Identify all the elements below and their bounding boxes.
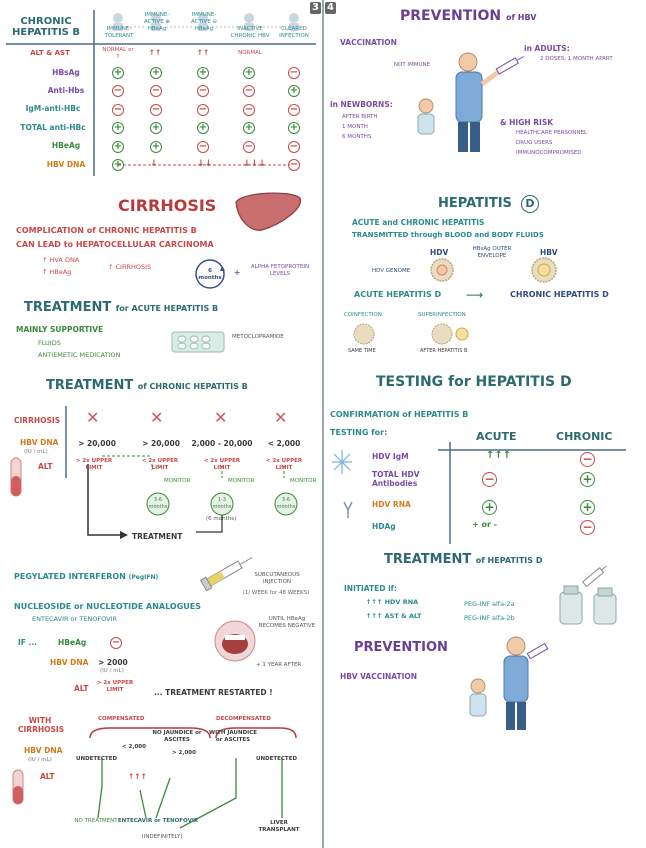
high-risk: & HIGH RISK: [500, 118, 554, 127]
phase-immune-active-pos: IMMUNE-ACTIVE ⊕ HBeAg: [143, 12, 171, 32]
serology-cell-5-2: −: [198, 141, 208, 152]
superinfection: SUPERINFECTION: [418, 312, 466, 318]
cirrhosis-sub-hbeag: ↑ HBeAg: [42, 268, 72, 276]
indefinitely: (INDEFINITELY): [141, 834, 183, 840]
treatment-acute-heading: TREATMENT: [24, 300, 112, 315]
nuc-analogues: NUCLEOSIDE or NUCLEOTIDE ANALOGUES: [14, 602, 202, 611]
testing-for: TESTING for:: [330, 428, 388, 437]
drug-peg-2a: PEG-INF alfa-2a: [464, 600, 515, 608]
row-label-total-anti-hbc: TOTAL anti-HBc: [20, 123, 86, 132]
serology-cell-5-0: +: [113, 141, 123, 152]
phase-cleared: CLEARED INFECTION: [279, 26, 309, 39]
serology-cell-1-3: +: [244, 67, 254, 78]
dna-val-1: > 20,000: [78, 439, 116, 448]
cell-alt-2: ↑↑: [196, 48, 210, 57]
if-alt: ALT: [74, 684, 89, 693]
label-hbv-dna: HBV DNA: [20, 438, 59, 447]
cirrhosis-arrow-text: ↑ CIRRHOSIS: [108, 263, 152, 271]
until-hbeag-negative: UNTIL HBeAg BECOMES NEGATIVE: [258, 616, 316, 629]
cell-alt-3: NORMAL: [238, 50, 262, 56]
monitor-time-3: 3-6 months: [276, 497, 296, 510]
cirrhosis-bullet-2: CAN LEAD to HEPATOCELLULAR CARCINOMA: [16, 240, 214, 249]
serology-cell-4-0: +: [113, 122, 123, 133]
confirmation-hep-b: CONFIRMATION of HEPATITIS B: [330, 410, 469, 419]
serology-cell-2-0: −: [113, 85, 123, 96]
serology-cell-2-1: −: [151, 85, 161, 96]
same-time: SAME TIME: [348, 348, 376, 354]
chronic-hep-d: CHRONIC HEPATITIS D: [510, 290, 609, 299]
drug-peg-2b: PEG-INF alfa-2b: [464, 614, 515, 622]
row-label-anti-hbs: Anti-Hbs: [47, 86, 85, 95]
alt-val-4: < 2x UPPER LIMIT: [265, 458, 303, 471]
serology-cell-5-3: −: [244, 141, 254, 152]
x-mark-2: ✕: [150, 408, 164, 427]
acute-hep-d: ACUTE HEPATITIS D: [354, 290, 442, 299]
wc-dna-lt-2000: < 2,000: [122, 744, 146, 750]
virus-particles: [426, 256, 576, 286]
peg-interferon-text: PEGYLATED INTERFERON: [14, 572, 126, 581]
serology-cell-6-0: +: [113, 159, 123, 170]
test-chronic-1: +: [580, 472, 595, 487]
test-acute-1: −: [482, 472, 497, 487]
label-cirrhosis: CIRRHOSIS: [14, 416, 61, 425]
dna-val-4: < 2,000: [267, 439, 301, 448]
phase-inactive-chronic: INACTIVE CHRONIC HBV: [230, 26, 270, 39]
with-cirrhosis-label: WITH CIRRHOSIS: [18, 716, 65, 734]
metoclopramide-label: METOCLOPRAMIDE: [232, 334, 284, 340]
vaccination-illustration: [462, 632, 552, 732]
six-months-note: (6 months): [206, 516, 237, 522]
phase-immune-active-neg: IMMUNE-ACTIVE ⊖ HBeAg: [190, 12, 218, 32]
not-immune: NOT IMMUNE: [393, 62, 431, 68]
treatment-d-heading: TREATMENT: [384, 552, 472, 567]
col-chronic: CHRONIC: [556, 430, 613, 443]
hdv-genome: HDV GENOME: [372, 268, 411, 274]
test-acute-3: + or -: [472, 520, 498, 529]
serology-cell-6-1: ↓: [150, 159, 158, 169]
label-alt: ALT: [38, 462, 53, 471]
wc-dna-gt-2000: > 2,000: [172, 750, 196, 756]
chronic-hbv-title: CHRONIC HEPATITIS B: [12, 16, 80, 38]
peg-interferon: [14, 572, 158, 581]
monitor-time-2: 1-3 months: [212, 497, 232, 510]
test-hdag: HDAg: [372, 522, 396, 531]
serology-cell-6-3: ↓↓↓: [243, 159, 266, 169]
row-label-hbeag: HBeAg: [51, 141, 81, 150]
serology-cell-5-4: −: [289, 141, 299, 152]
cell-alt-0: NORMAL or ↑: [102, 47, 134, 60]
liver-icon: [232, 190, 304, 234]
wc-dna-undetected-1: UNDETECTED: [76, 756, 118, 762]
hep-d-bullet-1: ACUTE and CHRONIC HEPATITIS: [352, 218, 485, 227]
no-jaundice: NO JAUNDICE or ASCITES: [152, 730, 202, 743]
treatment-chronic-title: [46, 378, 248, 393]
test-chronic-2: +: [580, 500, 595, 515]
x-mark-1: ✕: [86, 408, 100, 427]
serology-cell-2-3: −: [244, 85, 254, 96]
test-acute-2: +: [482, 500, 497, 515]
dna-val-3: 2,000 - 20,000: [191, 439, 253, 448]
wc-dna-undetected-2: UNDETECTED: [256, 756, 298, 762]
decompensated-label: DECOMPENSATED: [216, 716, 271, 722]
wc-unit: (IU / mL): [28, 757, 52, 763]
x-mark-4: ✕: [274, 408, 288, 427]
treatment-d-suffix: of HEPATITIS D: [475, 556, 543, 565]
wc-alt: ALT: [40, 772, 55, 781]
treatment-restarted: ... TREATMENT RESTARTED !: [154, 688, 273, 697]
treatment-chronic-heading: TREATMENT: [46, 378, 134, 393]
test-hdv-rna: HDV RNA: [372, 500, 411, 509]
serology-cell-4-2: +: [198, 122, 208, 133]
page-divider: [322, 0, 324, 848]
page-number-4: 4: [325, 2, 336, 14]
serology-cell-6-4: −: [289, 159, 299, 170]
treatment-d-title: [384, 552, 542, 567]
monitor-3: MONITOR: [290, 478, 317, 484]
if-alt-val: > 2x UPPER LIMIT: [96, 680, 134, 693]
entecavir-outcome: ENTECAVIR or TENOFOVIR: [117, 818, 199, 824]
serology-cell-4-1: +: [151, 122, 161, 133]
wc-alt-arrows: ↑↑↑: [128, 772, 147, 781]
prevention-d-title: PREVENTION: [354, 640, 448, 655]
afp-levels: ALPHA FETOPROTEIN LEVELS: [250, 264, 310, 277]
newborn-1-month: 1 MONTH: [342, 124, 368, 130]
alt-val-2: < 2x UPPER LIMIT: [141, 458, 179, 471]
serology-cell-1-0: +: [113, 67, 123, 78]
alt-val-1: > 2x UPPER LIMIT: [75, 458, 113, 471]
cond-hdv-rna: ↑↑↑ HDV RNA: [366, 598, 419, 606]
label-iu-ml: (IU / mL): [24, 449, 48, 455]
row-label-alt-ast: ALT & AST: [30, 49, 70, 57]
serology-cell-5-1: +: [151, 141, 161, 152]
if-dna-val: > 2000: [98, 658, 128, 667]
liver-transplant: LIVER TRANSPLANT: [258, 820, 300, 833]
test-chronic-0: −: [580, 452, 595, 467]
serology-cell-4-4: +: [289, 122, 299, 133]
compensated-label: COMPENSATED: [98, 716, 145, 722]
test-hdv-igm: HDV IgM: [372, 452, 409, 461]
cirrhosis-months: 6 months: [198, 268, 222, 281]
acute-to-chronic-arrow: ⟶: [466, 288, 484, 302]
serology-cell-3-1: −: [151, 104, 161, 115]
mouth-icon: [212, 618, 258, 664]
hbsag-envelope: HBsAg OUTER ENVELOPE: [472, 246, 512, 259]
treatment-label: TREATMENT: [132, 532, 183, 541]
acute-sub-antiemetic: ANTIEMETIC MEDICATION: [38, 351, 121, 359]
serology-cell-1-4: −: [289, 67, 299, 78]
col-acute: ACUTE: [476, 430, 517, 443]
newborn-after-birth: AFTER BIRTH: [342, 114, 378, 120]
prevention-suffix: of HBV: [505, 13, 537, 22]
risk-healthcare: HEALTHCARE PERSONNEL: [516, 130, 588, 136]
hbv-vaccination: HBV VACCINATION: [340, 672, 418, 681]
acute-hdv-igm: ↑↑↑: [486, 450, 512, 461]
testing-hep-d-title: TESTING for HEPATITIS D: [376, 374, 572, 390]
serology-cell-3-2: −: [198, 104, 208, 115]
serology-cell-3-0: −: [113, 104, 123, 115]
after-hep-b: AFTER HEPATITIS B: [420, 348, 468, 354]
initiated-if: INITIATED if:: [344, 584, 397, 593]
hdv-label: HDV: [430, 248, 449, 257]
in-newborns: in NEWBORNS:: [330, 100, 393, 109]
dna-val-2: > 20,000: [142, 439, 180, 448]
alt-val-3: < 2x UPPER LIMIT: [203, 458, 241, 471]
serology-cell-1-2: +: [198, 67, 208, 78]
with-jaundice: WITH JAUNDICE or ASCITES: [209, 730, 257, 743]
injection-freq: (1/ WEEK for 48 WEEKS): [242, 590, 310, 596]
cirrhosis-title: CIRRHOSIS: [118, 196, 217, 215]
no-treatment: NO TREATMENT: [74, 818, 118, 824]
if-hbeag: HBeAg: [58, 638, 87, 647]
prevention-hbv-title: [400, 8, 536, 24]
one-year-after: + 1 YEAR AFTER: [256, 662, 302, 668]
hep-d-bullet-2: TRANSMITTED through BLOOD and BODY FLUIDS: [352, 231, 544, 239]
wc-hbv-dna: HBV DNA: [24, 746, 63, 755]
x-mark-3: ✕: [214, 408, 228, 427]
vaccination-bullet: VACCINATION: [340, 38, 397, 47]
infection-circles: [350, 322, 470, 346]
minus-icon: −: [111, 637, 121, 648]
cond-ast-alt: ↑↑↑ AST & ALT: [366, 612, 422, 620]
monitor-time-1: 3-6 months: [148, 497, 168, 510]
page-number-3: 3: [310, 2, 321, 14]
row-label-igm-anti-hbc: IgM-anti-HBc: [25, 104, 81, 113]
in-adults: in ADULTS:: [524, 44, 570, 53]
cirrhosis-bullet-1: COMPLICATION of CHRONIC HEPATITIS B: [16, 226, 197, 235]
coinfection: COINFECTION: [344, 312, 382, 318]
test-total-hdv: TOTAL HDV Antibodies: [372, 470, 420, 488]
risk-drug-users: DRUG USERS: [516, 140, 553, 146]
treatment-acute-title: [24, 300, 218, 315]
acute-sub-fluids: FLUIDS: [38, 339, 61, 347]
phase-immune-tolerant: IMMUNE-TOLERANT: [104, 26, 134, 39]
adults-doses: 2 DOSES, 1 MONTH APART: [540, 56, 613, 62]
pill-pack-icon: [170, 330, 226, 354]
blood-tube-icon: [8, 456, 24, 500]
serology-cell-2-4: +: [289, 85, 299, 96]
plus-sign: +: [234, 268, 241, 277]
syringe-icon-2: [492, 54, 526, 76]
peg-abbr: (PegIFN): [128, 574, 159, 581]
subcut-injection: SUBCUTANEOUS INJECTION: [254, 572, 300, 585]
row-label-hbv-dna: HBV DNA: [46, 160, 86, 169]
nuc-sub: ENTECAVIR or TENOFOVIR: [32, 615, 117, 623]
hbv-label: HBV: [540, 248, 558, 257]
risk-immunocompromised: IMMUNOCOMPROMISED: [516, 150, 582, 156]
if-label: IF ...: [18, 638, 38, 647]
if-hbv-dna: HBV DNA: [50, 658, 89, 667]
serology-cell-6-2: ↓↓: [197, 159, 213, 169]
monitor-1: MONITOR: [164, 478, 191, 484]
serology-cell-2-2: −: [198, 85, 208, 96]
serology-cell-3-4: −: [289, 104, 299, 115]
serology-cell-1-1: +: [151, 67, 161, 78]
monitor-2: MONITOR: [228, 478, 255, 484]
test-chronic-3: −: [580, 520, 595, 535]
blood-tube-icon-2: [10, 768, 26, 808]
acute-bullet: MAINLY SUPPORTIVE: [16, 325, 104, 334]
treatment-acute-suffix: for ACUTE HEPATITIS B: [115, 304, 219, 313]
prevention-heading: PREVENTION: [400, 8, 502, 24]
row-label-hbsag: HBsAg: [52, 68, 80, 77]
if-dna-unit: (IU / mL): [100, 668, 124, 674]
hep-d-letter: D: [521, 195, 539, 213]
hep-d-title: HEPATITIS: [438, 196, 512, 211]
vials-syringe-icon: [556, 566, 626, 630]
cirrhosis-sub-dna: ↑ HVA DNA: [42, 256, 80, 264]
serology-cell-3-3: −: [244, 104, 254, 115]
treatment-chronic-suffix: of CHRONIC HEPATITIS B: [137, 382, 248, 391]
serology-cell-4-3: +: [244, 122, 254, 133]
cell-alt-1: ↑↑: [148, 48, 162, 57]
newborn-6-months: 6 MONTHS: [342, 134, 372, 140]
